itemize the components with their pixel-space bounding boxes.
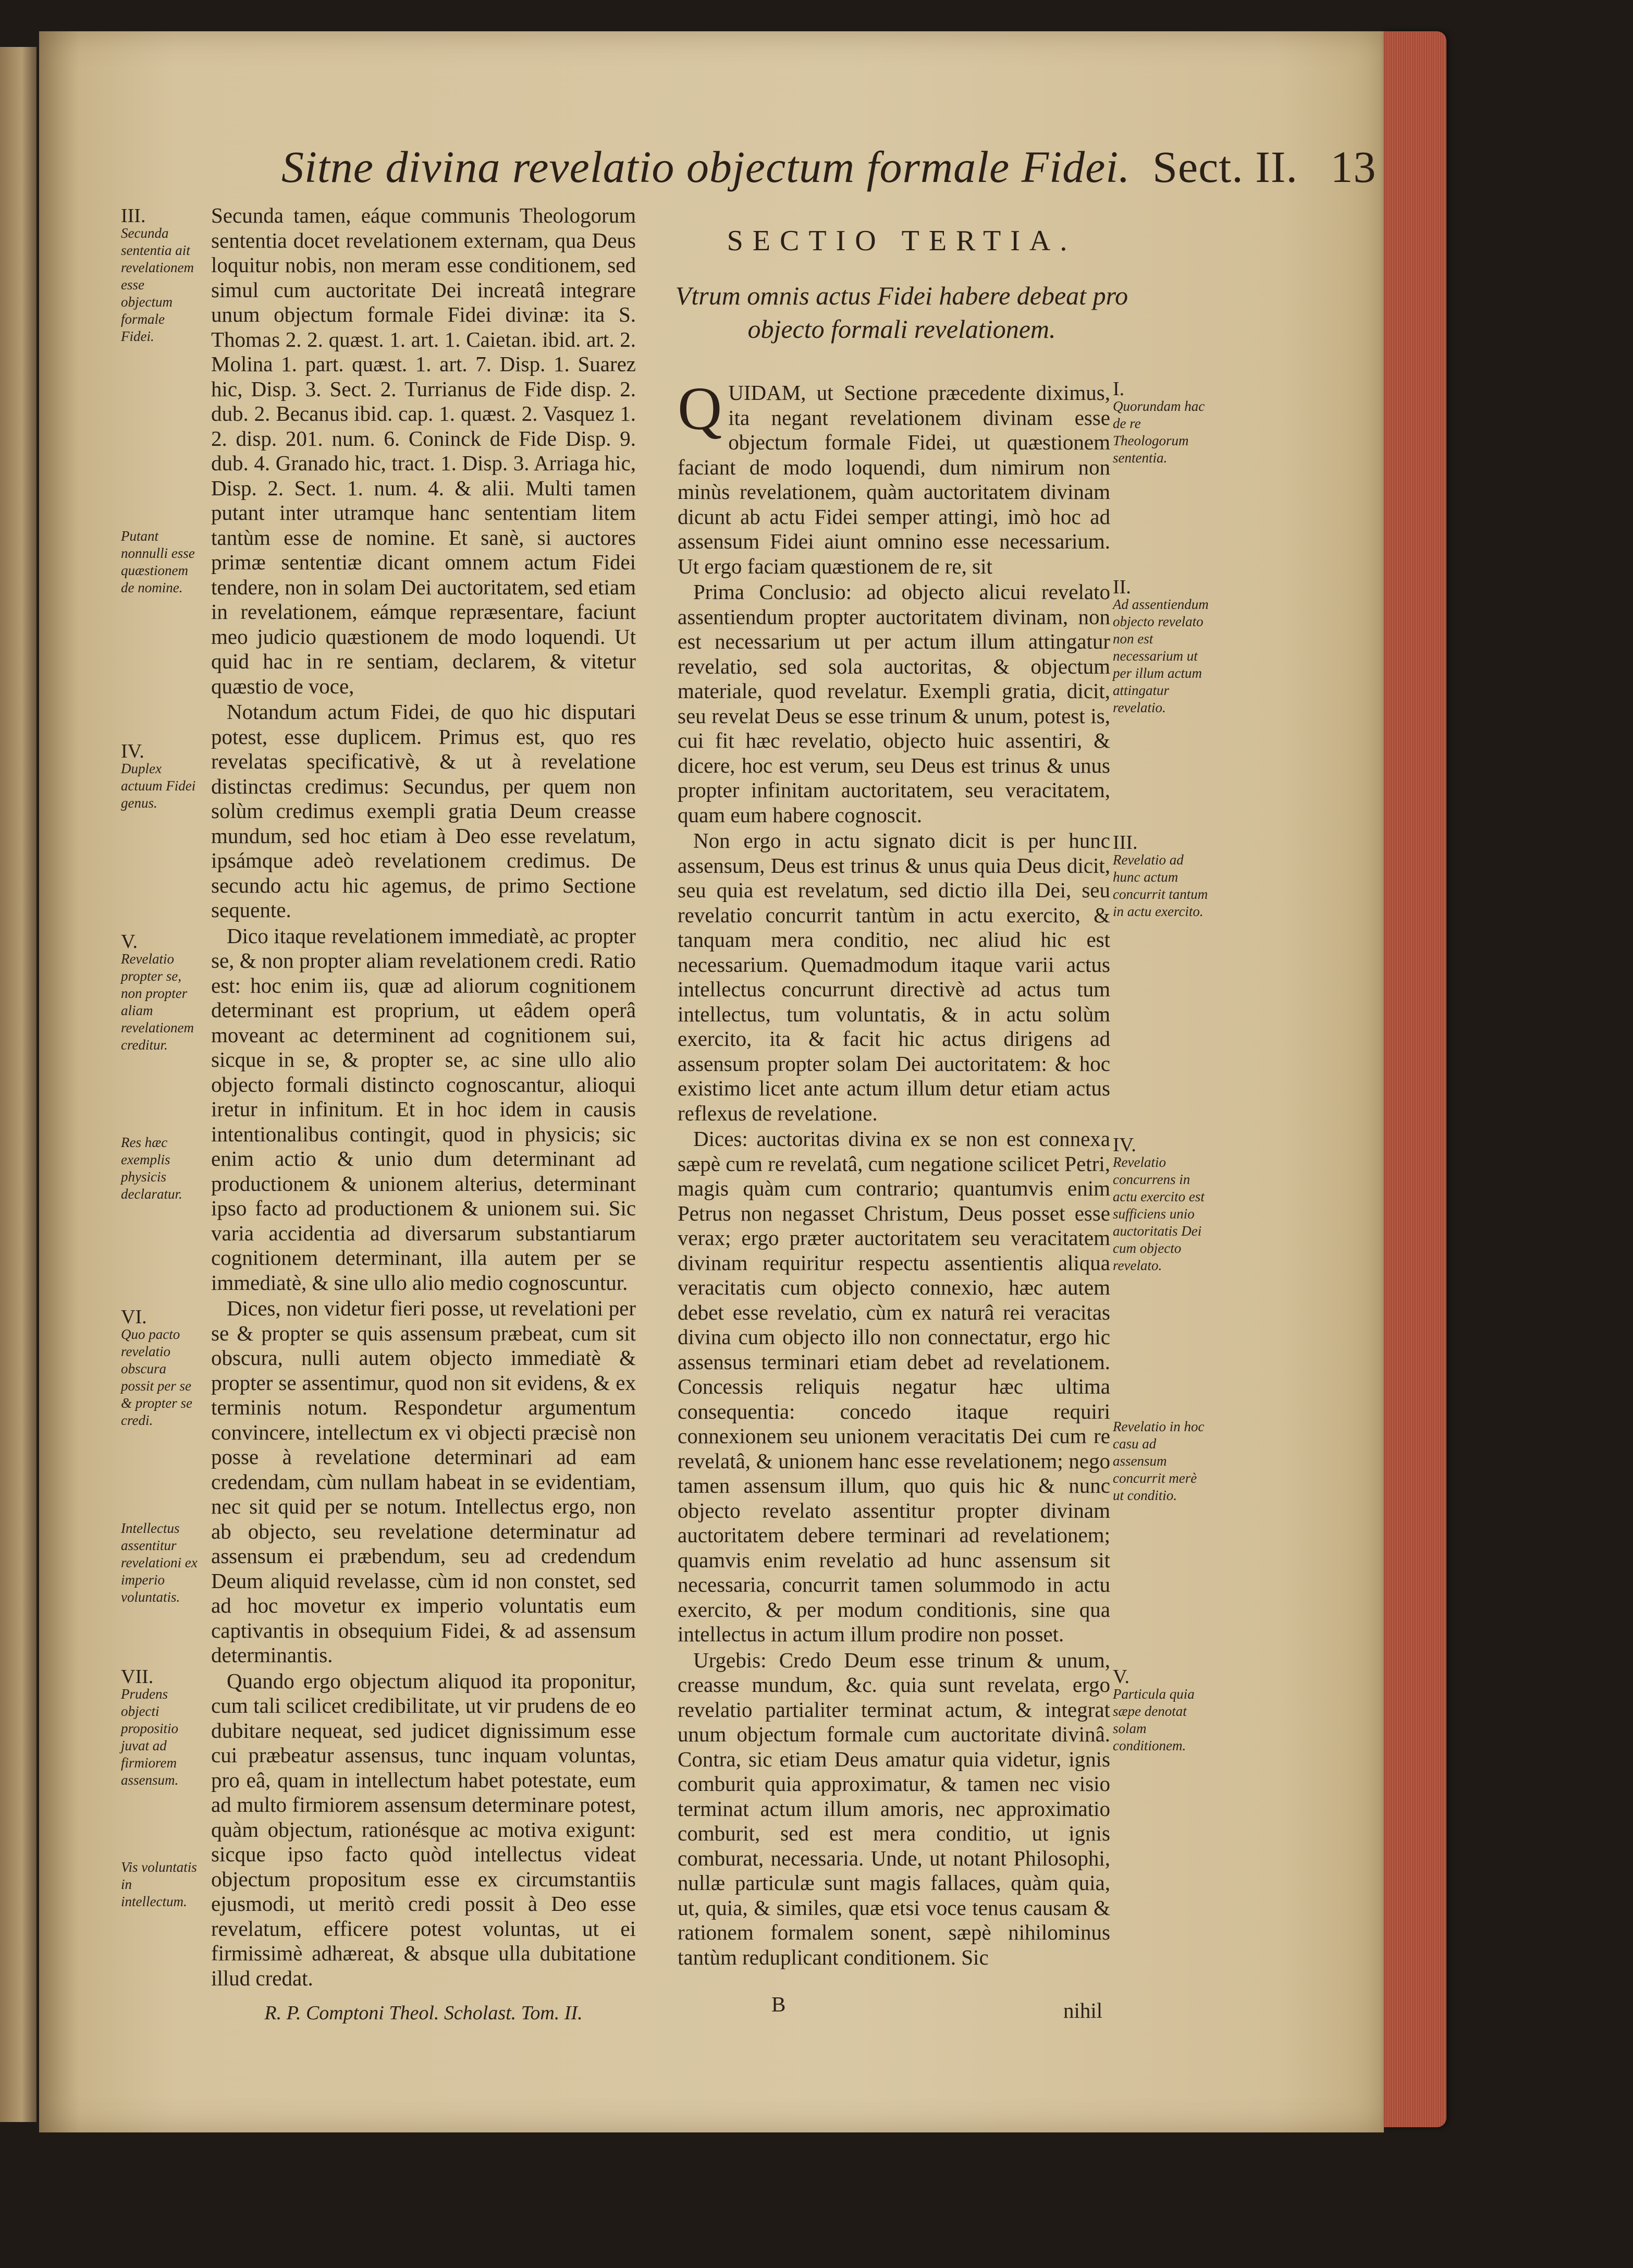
margin-note-left: III. Secunda sententia ait revelationem esse objectum formale Fidei. [121, 205, 194, 344]
paragraph: Non ergo in actu signato dicit is per hunc assensum, Deus est trinus & unus quia Deus dicit, seu quia est revelatum, sed dictio illa Dei, seu revelatio concurrit tantùm in actu exercito, & tanquam mera conditio, nec aliud hic est necessarium. Quemadmodum itaque varii actus intellectus concurrunt directivè ad actus tum intellectus, tum voluntatis, & in actu solùm exercito, ita & facit hic actus dirigens ad assensum propter solam Dei auctoritatem: & hoc existimo licet ante actum illum detur etiam actus reflexus de revelatione. [678, 828, 1110, 1125]
margin-note-left: Res hæc exemplis physicis declaratur. [121, 1135, 182, 1202]
paragraph: Dico itaque revelationem immediatè, ac propter se, & non propter aliam revelationem credi. Ratio est: hoc enim iis, quæ ad aliorum cognitionem determinant est proprium, ut eâdem operâ moveant ac determinent ad cognitionem sui, sicque in se, & propter se, ac sine ullo alio objecto formali distincto cognoscantur, alioqui iretur in infinitum. Et in hoc idem in causis intentionalibus contingit, quod in physicis; sic enim actio & unio dum determinant ad productionem & unionem alterius, determinant ipso facto ad productionem & unionem sui. Sic varia accidentia ad diversarum substantiarum cognitionem determinant, illa autem per se immediatè, & sine ullo alio medio cognoscuntur. [211, 923, 636, 1295]
volume-signature: R. P. Comptoni Theol. Scholast. Tom. II. [264, 2002, 583, 2024]
margin-note-left: Intellectus assentitur revelationi ex imperio voluntatis. [121, 1520, 198, 1605]
facing-page-edge [0, 47, 36, 2122]
right-text-column [678, 374, 1110, 1971]
margin-note-left: Vis voluntatis in intellectum. [121, 1859, 197, 1909]
section-mark: Sect. II. [1152, 142, 1298, 192]
margin-note-left: Putant nonnulli esse quæstionem de nomine. [121, 528, 195, 595]
paragraph: Quando ergo objectum aliquod ita proponitur, cum tali scilicet credibilitate, ut vir prudens de eo dubitare nequeat, sed judicet dignissimum esse cui præbeatur assensus, tunc inquam voluntas, pro eâ, quam in intellectum habet potestate, eum ad multo firmiorem assensum determinare potest, quàm objectum, rationésque ac motiva exigunt: sicque ipso facto quòd intellectus videat objectum propositum esse ex circumstantiis ejusmodi, ut meritò credi possit à Deo esse revelatum, efficere potest voluntas, ut ei firmissimè adhæreat, & absque ulla dubitatione illud credat. [211, 1668, 636, 1990]
section-question: Vtrum omnis actus Fidei habere debeat pro objecto formali revelationem. [675, 281, 1128, 344]
margin-note-left: V. Revelatio propter se, non propter aliam revelationem creditur. [121, 931, 194, 1053]
margin-note-right: IV. Revelatio concurrens in actu exercito est sufficiens unio auctoritatis Dei cum objecto revelato. [1113, 1134, 1205, 1273]
margin-note-left: VI. Quo pacto revelatio obscura possit per se & propter se credi. [121, 1306, 192, 1428]
running-title: Sitne divina revelatio objectum formale Fidei. [281, 142, 1131, 192]
margin-note-left: VII. Prudens objecti propositio juvat ad firmiorem assensum. [121, 1666, 179, 1788]
margin-note-right: II. Ad assentiendum objecto revelato non est necessarium ut per illum actum attingatur revelatio. [1113, 576, 1209, 715]
red-page-edges [1384, 31, 1446, 2127]
paragraph: Dices, non videtur fieri posse, ut revelationi per se & propter se quis assensum præbeat, cum sit obscura, nulli autem objecto immediatè & propter se assentimur, quod non sit evidens, & ex terminis notum. Respondetur argumentum convincere, intellectum ex vi objecti præcisè non posse à revelatione determinari ad eam credendam, cùm nullam habeat in se evidentiam, nec sit quid per se notum. Intellectus ergo, non ab objecto, seu revelatione determinatur ad assensum ei præbendum, seu ad credendum Deum aliquid revelasse, cùm id non constet, sed ad hoc movetur ex imperio voluntatis eum captivantis in obsequium Fidei, & ad assensum determinantis. [211, 1296, 636, 1667]
catchword: nihil [1063, 1998, 1103, 2022]
margin-note-right: I. Quorundam hac de re Theologorum sententia. [1113, 378, 1205, 466]
left-text-column [211, 203, 636, 2027]
paragraph: Dices: auctoritas divina ex se non est connexa sæpè cum re revelatâ, cum negatione scilicet Petri, magis quàm cum contrario; quantumvis enim Petrus non negasset Christum, Deus posset esse verax; ergo præter auctoritatem seu veracitatem divinam requiritur respectu assentientis aliqua veracitatis cum objecto connexio, hæc autem debet esse revelatio, cùm ex naturâ rei veracitas divina cum objecto illo non connectatur, ergo hic assensus terminari etiam debet ad revelationem. Concessis reliquis negatur hæc ultima consequentia: concedo itaque requiri connexionem seu unionem veracitatis Dei cum re revelatâ, & unionem hanc esse revelationem; nego tamen assensum illum, quo quis hic & nunc objecto revelato assentitur propter divinam auctoritatem debere terminari ad revelationem; quamvis enim revelatio ad hunc assensum sit necessaria, concurrit tamen solummodo in actu exercito, & per modum conditionis, sine qua intellectus in actum illum prodire non posset. [678, 1127, 1110, 1646]
page-number: 13 [1330, 142, 1377, 192]
running-header [281, 141, 1377, 193]
paragraph: QUIDAM, ut Sectione præcedente diximus, ita negant revelationem divinam esse objectum formale Fidei, ut quæstionem faciant de modo loquendi, dum nimirum non minùs revelationem, quàm auctoritatem divinam dicunt ab actu Fidei semper attingi, imò hoc ad assensum Fidei aiunt omnino esse necessarium. Ut ergo faciam quæstionem de re, sit [678, 374, 1110, 578]
drop-cap: Q [678, 374, 722, 443]
margin-note-right: III. Revelatio ad hunc actum concurrit tantum in actu exercito. [1113, 832, 1208, 919]
margin-note-right: V. Particula quia sæpe denotat solam conditionem. [1113, 1666, 1195, 1753]
margin-note-right: Revelatio in hoc casu ad assensum concurrit merè ut conditio. [1113, 1419, 1205, 1503]
signature-mark: B [771, 1992, 786, 2016]
margin-note-left: IV. Duplex actuum Fidei genus. [121, 740, 196, 811]
paragraph: Prima Conclusio: ad objecto alicui revelato assentiendum propter auctoritatem divinam, non est necessarium ut per actum illum attingatur revelatio, sed sola auctoritas, & objectum materiale, quod revelatur. Exempli gratia, dicit, seu revelat Deus se esse trinum & unum, potest is, cui fit hæc revelatio, objecto huic assentiri, & dicere, hoc est verum, seu Deus est trinus & unus propter infinitam auctoritatem, seu veracitatem, quam eum habere cognoscit. [678, 580, 1110, 827]
paragraph: Urgebis: Credo Deum esse trinum & unum, creasse mundum, &c. quia sunt revelata, ergo revelatio partialiter terminat actum, & integrat unum objectum formale cum auctoritate divinâ. Contra, sic etiam Deus amatur quia videtur, ignis comburit quia approximatur, & tamen nec visio terminat actum illum amoris, nec approximatio comburit, sed est mera conditio, ut ignis comburat, necessaria. Unde, ut notant Philosophi, nullæ particulæ sunt magis fallaces, quàm quia, ut, quia, & similes, quæ etsi voce tenus causam & rationem formalem sonent, sæpè nihilominus tantùm reduplicant conditionem. Sic [678, 1648, 1110, 1969]
paragraph: Notandum actum Fidei, de quo hic disputari potest, esse duplicem. Primus est, quo res revelatas specificativè, & ut à revelatione distinctas credimus: Secundus, per quem non solùm credimus exempli gratia Deum creasse mundum, sed hoc etiam à Deo esse revelatum, ipsámque adeò revelationem credimus. De secundo actu hic agemus, de primo Sectione sequente. [211, 700, 636, 922]
paragraph: Secunda tamen, eáque communis Theologorum sententia docet revelationem externam, qua Deus loquitur nobis, non meram esse conditionem, sed simul cum auctoritate Dei increatâ integrare unum objectum formale Fidei divinæ: ita S. Thomas 2. 2. quæst. 1. art. 1. Caietan. ibid. art. 2. Molina 1. part. quæst. 1. art. 7. Disp. 1. Suarez hic, Disp. 3. Sect. 2. Turrianus de Fide disp. 2. dub. 2. Becanus ibid. cap. 1. quæst. 2. Vasquez 1. 2. disp. 201. num. 6. Coninck de Fide Disp. 9. dub. 4. Granado hic, tract. 1. Disp. 3. Arriaga hic, Disp. 2. Sect. 1. num. 4. & alii. Multi tamen putant inter utramque hanc sententiam litem tantùm esse de nomine. Et sanè, si auctores primæ sententiæ dicant omnem actum Fidei tendere, non in solam Dei auctoritatem, sed etiam in revelationem, eámque repræsentare, faciunt meo judicio quæstionem de modo loquendi. Ut quid hac in re sentiam, declarem, & vitetur quæstio de voce, [211, 203, 636, 698]
section-title: SECTIO TERTIA. [727, 225, 1077, 257]
